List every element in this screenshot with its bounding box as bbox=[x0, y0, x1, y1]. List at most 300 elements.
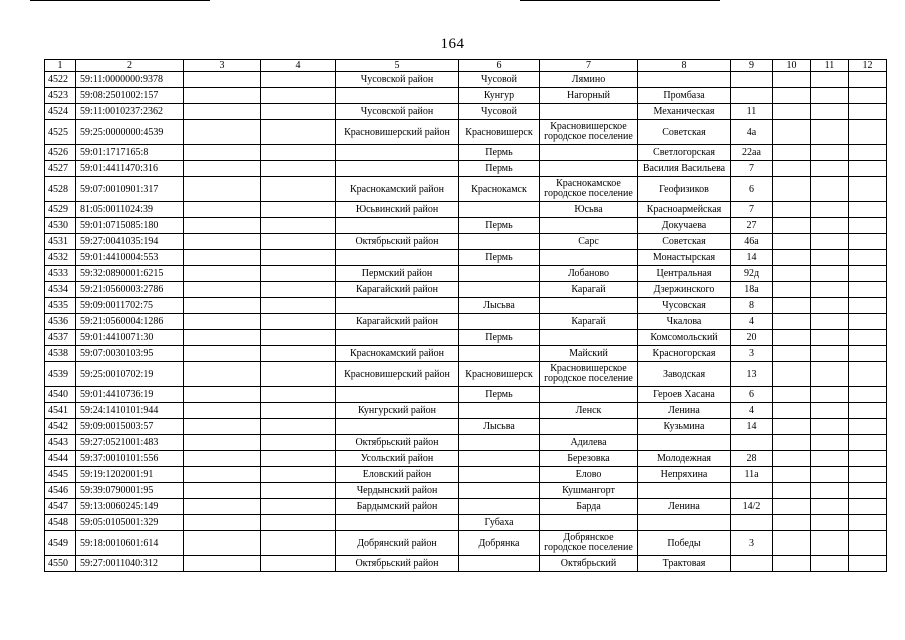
table-cell bbox=[261, 120, 336, 145]
table-cell bbox=[811, 451, 849, 467]
column-number-row bbox=[45, 60, 887, 72]
table-cell bbox=[731, 435, 773, 451]
table-cell bbox=[849, 403, 887, 419]
table-cell bbox=[261, 346, 336, 362]
table-cell bbox=[731, 556, 773, 572]
table-cell bbox=[184, 120, 261, 145]
table-cell bbox=[849, 515, 887, 531]
table-cell bbox=[261, 483, 336, 499]
table-cell: Краснокамский район bbox=[336, 346, 459, 362]
table-cell bbox=[540, 104, 638, 120]
table-cell: Березовка bbox=[540, 451, 638, 467]
table-cell bbox=[540, 515, 638, 531]
table-cell: 59:01:4410071:30 bbox=[76, 330, 184, 346]
column-header: 9 bbox=[731, 60, 773, 72]
table-cell bbox=[261, 161, 336, 177]
column-header: 3 bbox=[184, 60, 261, 72]
table-row bbox=[45, 202, 887, 218]
table-cell: Кунгурский район bbox=[336, 403, 459, 419]
table-cell: Советская bbox=[638, 120, 731, 145]
table-cell: Пермь bbox=[459, 161, 540, 177]
table-cell bbox=[811, 298, 849, 314]
table-cell: 14 bbox=[731, 419, 773, 435]
table-cell: 4550 bbox=[45, 556, 76, 572]
table-cell bbox=[184, 88, 261, 104]
table-cell: Добрянский район bbox=[336, 531, 459, 556]
table-cell bbox=[773, 72, 811, 88]
table-cell: Краснокамск bbox=[459, 177, 540, 202]
table-cell: Красновишерск bbox=[459, 362, 540, 387]
table-row bbox=[45, 556, 887, 572]
table-cell: Чусовской район bbox=[336, 72, 459, 88]
table-cell bbox=[261, 435, 336, 451]
table-cell: 4543 bbox=[45, 435, 76, 451]
table-cell: 4525 bbox=[45, 120, 76, 145]
table-cell: 4547 bbox=[45, 499, 76, 515]
table-cell bbox=[336, 387, 459, 403]
table-cell bbox=[849, 250, 887, 266]
table-cell: 18а bbox=[731, 282, 773, 298]
table-cell: 3 bbox=[731, 531, 773, 556]
table-cell bbox=[184, 403, 261, 419]
table-cell bbox=[336, 145, 459, 161]
table-cell: Лысьва bbox=[459, 298, 540, 314]
table-cell bbox=[261, 314, 336, 330]
table-cell: 59:01:1717165:8 bbox=[76, 145, 184, 161]
table-cell bbox=[849, 467, 887, 483]
table-cell bbox=[773, 202, 811, 218]
table-cell: 4529 bbox=[45, 202, 76, 218]
table-cell bbox=[773, 556, 811, 572]
table-cell bbox=[261, 234, 336, 250]
table-row bbox=[45, 177, 887, 202]
table-cell: 59:37:0010101:556 bbox=[76, 451, 184, 467]
table-cell bbox=[459, 435, 540, 451]
table-cell bbox=[811, 362, 849, 387]
table-cell: Краснокамский район bbox=[336, 177, 459, 202]
table-cell bbox=[773, 499, 811, 515]
table-cell: 4530 bbox=[45, 218, 76, 234]
table-cell: 59:09:0015003:57 bbox=[76, 419, 184, 435]
table-cell bbox=[459, 483, 540, 499]
table-cell bbox=[459, 499, 540, 515]
table-cell bbox=[773, 218, 811, 234]
table-cell bbox=[336, 419, 459, 435]
table-cell bbox=[811, 435, 849, 451]
table-row bbox=[45, 330, 887, 346]
table-cell bbox=[811, 161, 849, 177]
table-cell bbox=[773, 467, 811, 483]
table-row bbox=[45, 403, 887, 419]
table-cell bbox=[459, 467, 540, 483]
table-cell bbox=[849, 177, 887, 202]
table-cell: 59:25:0000000:4539 bbox=[76, 120, 184, 145]
table-cell: 4539 bbox=[45, 362, 76, 387]
table-cell: 59:07:0010901:317 bbox=[76, 177, 184, 202]
table-cell bbox=[261, 218, 336, 234]
table-cell bbox=[184, 499, 261, 515]
table-cell bbox=[184, 515, 261, 531]
table-cell: 4541 bbox=[45, 403, 76, 419]
table-cell: 81:05:0011024:39 bbox=[76, 202, 184, 218]
table-row bbox=[45, 298, 887, 314]
table-cell: 14 bbox=[731, 250, 773, 266]
table-cell: Победы bbox=[638, 531, 731, 556]
table-cell: Карагайский район bbox=[336, 282, 459, 298]
table-cell bbox=[773, 387, 811, 403]
table-row bbox=[45, 435, 887, 451]
table-cell bbox=[773, 250, 811, 266]
table-cell: 4538 bbox=[45, 346, 76, 362]
table-row bbox=[45, 467, 887, 483]
table-cell bbox=[811, 250, 849, 266]
table-cell bbox=[773, 362, 811, 387]
table-cell: Чусовой bbox=[459, 72, 540, 88]
table-cell bbox=[261, 72, 336, 88]
table-cell bbox=[336, 88, 459, 104]
table-cell bbox=[849, 499, 887, 515]
table-cell bbox=[811, 177, 849, 202]
table-cell: Лямино bbox=[540, 72, 638, 88]
table-row bbox=[45, 234, 887, 250]
table-cell bbox=[184, 218, 261, 234]
table-cell bbox=[261, 282, 336, 298]
table-cell: Кушмангорт bbox=[540, 483, 638, 499]
table-cell bbox=[731, 515, 773, 531]
table-cell: 4528 bbox=[45, 177, 76, 202]
table-cell: Героев Хасана bbox=[638, 387, 731, 403]
table-cell: 59:11:0010237:2362 bbox=[76, 104, 184, 120]
table-cell: Губаха bbox=[459, 515, 540, 531]
table-cell bbox=[459, 403, 540, 419]
table-cell bbox=[773, 120, 811, 145]
table-cell: Красновишерск bbox=[459, 120, 540, 145]
table-cell bbox=[849, 531, 887, 556]
table-cell: Красногорская bbox=[638, 346, 731, 362]
table-cell bbox=[459, 346, 540, 362]
table-cell bbox=[811, 499, 849, 515]
table-cell bbox=[849, 362, 887, 387]
table-cell bbox=[811, 483, 849, 499]
table-cell bbox=[261, 104, 336, 120]
table-cell bbox=[849, 483, 887, 499]
table-cell: 59:19:1202001:91 bbox=[76, 467, 184, 483]
table-cell bbox=[773, 282, 811, 298]
column-header: 5 bbox=[336, 60, 459, 72]
table-cell: 4536 bbox=[45, 314, 76, 330]
table-cell: Докучаева bbox=[638, 218, 731, 234]
table-cell bbox=[849, 346, 887, 362]
table-cell bbox=[459, 282, 540, 298]
table-cell: Октябрьский район bbox=[336, 556, 459, 572]
table-cell: Чкалова bbox=[638, 314, 731, 330]
table-cell: 4а bbox=[731, 120, 773, 145]
table-row bbox=[45, 120, 887, 145]
table-cell bbox=[731, 72, 773, 88]
table-cell bbox=[261, 467, 336, 483]
table-cell: 59:18:0010601:614 bbox=[76, 531, 184, 556]
table-cell bbox=[540, 298, 638, 314]
table-cell: 4546 bbox=[45, 483, 76, 499]
table-cell: Бардымский район bbox=[336, 499, 459, 515]
table-cell bbox=[811, 145, 849, 161]
table-cell bbox=[184, 161, 261, 177]
table-cell: Барда bbox=[540, 499, 638, 515]
table-cell bbox=[773, 104, 811, 120]
table-cell: 59:13:0060245:149 bbox=[76, 499, 184, 515]
table-cell bbox=[811, 330, 849, 346]
table-cell: 4 bbox=[731, 403, 773, 419]
table-cell bbox=[811, 218, 849, 234]
table-cell bbox=[336, 298, 459, 314]
table-cell bbox=[336, 330, 459, 346]
table-cell: Лысьва bbox=[459, 419, 540, 435]
table-cell: 6 bbox=[731, 387, 773, 403]
table-cell: 59:11:0000000:9378 bbox=[76, 72, 184, 88]
table-cell: Василия Васильева bbox=[638, 161, 731, 177]
table-row bbox=[45, 362, 887, 387]
table-cell bbox=[261, 250, 336, 266]
table-cell: 7 bbox=[731, 202, 773, 218]
table-cell: Пермь bbox=[459, 387, 540, 403]
table-cell bbox=[261, 419, 336, 435]
table-row bbox=[45, 72, 887, 88]
table-row bbox=[45, 346, 887, 362]
table-cell bbox=[773, 88, 811, 104]
table-cell bbox=[261, 266, 336, 282]
table-row bbox=[45, 145, 887, 161]
table-cell: Ленина bbox=[638, 403, 731, 419]
table-cell bbox=[849, 145, 887, 161]
table-cell bbox=[849, 120, 887, 145]
registry-table bbox=[44, 59, 887, 572]
top-rule-left bbox=[30, 0, 210, 1]
table-cell: Карагай bbox=[540, 314, 638, 330]
table-cell bbox=[811, 266, 849, 282]
table-cell: Чусовой bbox=[459, 104, 540, 120]
table-cell bbox=[811, 72, 849, 88]
table-cell bbox=[773, 314, 811, 330]
table-cell: Юсьва bbox=[540, 202, 638, 218]
table-cell: 4535 bbox=[45, 298, 76, 314]
table-cell: Майский bbox=[540, 346, 638, 362]
table-cell: 59:27:0041035:194 bbox=[76, 234, 184, 250]
table-cell bbox=[849, 451, 887, 467]
table-cell bbox=[638, 435, 731, 451]
table-cell: Непряхина bbox=[638, 467, 731, 483]
table-cell bbox=[540, 250, 638, 266]
table-cell: 4527 bbox=[45, 161, 76, 177]
table-cell bbox=[849, 282, 887, 298]
table-cell: 4522 bbox=[45, 72, 76, 88]
table-cell bbox=[184, 298, 261, 314]
table-cell bbox=[459, 202, 540, 218]
table-cell: 4523 bbox=[45, 88, 76, 104]
table-cell bbox=[773, 531, 811, 556]
table-cell bbox=[184, 177, 261, 202]
table-cell: 4533 bbox=[45, 266, 76, 282]
table-cell: Геофизиков bbox=[638, 177, 731, 202]
table-cell: 13 bbox=[731, 362, 773, 387]
table-cell bbox=[261, 202, 336, 218]
table-cell: 59:01:4410004:553 bbox=[76, 250, 184, 266]
table-cell: Дзержинского bbox=[638, 282, 731, 298]
table-cell: Центральная bbox=[638, 266, 731, 282]
table-cell: Октябрьский bbox=[540, 556, 638, 572]
table-cell bbox=[261, 88, 336, 104]
table-cell bbox=[459, 556, 540, 572]
table-cell: 59:09:0011702:75 bbox=[76, 298, 184, 314]
table-cell bbox=[184, 467, 261, 483]
table-cell: 59:32:0890001:6215 bbox=[76, 266, 184, 282]
table-cell: Юсьвинский район bbox=[336, 202, 459, 218]
table-cell: Добрянское городское поселение bbox=[540, 531, 638, 556]
table-cell bbox=[849, 314, 887, 330]
table-cell bbox=[261, 330, 336, 346]
top-rule-right bbox=[520, 0, 720, 1]
table-cell bbox=[849, 218, 887, 234]
table-cell bbox=[540, 161, 638, 177]
table-cell bbox=[184, 72, 261, 88]
table-cell: Красновишерский район bbox=[336, 120, 459, 145]
table-row bbox=[45, 314, 887, 330]
table-cell bbox=[261, 298, 336, 314]
table-cell: Краснокамское городское поселение bbox=[540, 177, 638, 202]
table-cell bbox=[773, 161, 811, 177]
table-cell bbox=[773, 330, 811, 346]
table-cell bbox=[849, 88, 887, 104]
table-cell bbox=[184, 419, 261, 435]
table-cell: 4 bbox=[731, 314, 773, 330]
table-cell: 59:05:0105001:329 bbox=[76, 515, 184, 531]
table-cell bbox=[261, 556, 336, 572]
table-row bbox=[45, 451, 887, 467]
table-cell: Светлогорская bbox=[638, 145, 731, 161]
table-cell: Адилева bbox=[540, 435, 638, 451]
table-row bbox=[45, 250, 887, 266]
table-cell bbox=[184, 330, 261, 346]
table-cell: 4526 bbox=[45, 145, 76, 161]
table-cell bbox=[773, 177, 811, 202]
table-cell: Еловский район bbox=[336, 467, 459, 483]
table-cell bbox=[261, 362, 336, 387]
table-cell: 22аа bbox=[731, 145, 773, 161]
table-cell bbox=[184, 266, 261, 282]
table-cell bbox=[336, 218, 459, 234]
table-cell bbox=[849, 234, 887, 250]
table-cell bbox=[731, 88, 773, 104]
table-cell bbox=[849, 556, 887, 572]
table-cell bbox=[184, 483, 261, 499]
table-cell: Пермь bbox=[459, 218, 540, 234]
column-header: 10 bbox=[773, 60, 811, 72]
table-cell bbox=[773, 346, 811, 362]
table-cell: Нагорный bbox=[540, 88, 638, 104]
table-cell: 4542 bbox=[45, 419, 76, 435]
table-cell bbox=[811, 467, 849, 483]
table-cell bbox=[540, 419, 638, 435]
table-cell: Промбаза bbox=[638, 88, 731, 104]
table-cell: 11а bbox=[731, 467, 773, 483]
table-cell: Красновишерское городское поселение bbox=[540, 362, 638, 387]
table-cell: Механическая bbox=[638, 104, 731, 120]
table-cell: Ленск bbox=[540, 403, 638, 419]
table-cell bbox=[849, 330, 887, 346]
column-header: 1 bbox=[45, 60, 76, 72]
table-cell: 59:07:0030103:95 bbox=[76, 346, 184, 362]
table-cell: 8 bbox=[731, 298, 773, 314]
table-row bbox=[45, 387, 887, 403]
table-cell bbox=[261, 387, 336, 403]
page-number: 164 bbox=[440, 36, 465, 52]
table-cell bbox=[638, 515, 731, 531]
table-cell: 59:01:4410736:19 bbox=[76, 387, 184, 403]
table-cell bbox=[811, 314, 849, 330]
table-cell bbox=[184, 435, 261, 451]
table-cell: 7 bbox=[731, 161, 773, 177]
table-cell: 4540 bbox=[45, 387, 76, 403]
table-cell: 4534 bbox=[45, 282, 76, 298]
table-cell: 20 bbox=[731, 330, 773, 346]
table-cell bbox=[261, 451, 336, 467]
column-header: 11 bbox=[811, 60, 849, 72]
table-cell bbox=[849, 72, 887, 88]
table-cell bbox=[811, 202, 849, 218]
table-cell bbox=[336, 515, 459, 531]
table-cell bbox=[773, 419, 811, 435]
table-row bbox=[45, 515, 887, 531]
table-row bbox=[45, 483, 887, 499]
table-cell bbox=[773, 515, 811, 531]
table-cell bbox=[773, 403, 811, 419]
table-cell: Сарс bbox=[540, 234, 638, 250]
table-cell: Монастырская bbox=[638, 250, 731, 266]
table-cell: 6 bbox=[731, 177, 773, 202]
table-cell bbox=[540, 218, 638, 234]
table-cell: Красновишерский район bbox=[336, 362, 459, 387]
table-cell bbox=[731, 483, 773, 499]
column-header: 8 bbox=[638, 60, 731, 72]
table-cell: Пермь bbox=[459, 250, 540, 266]
table-cell bbox=[773, 298, 811, 314]
table-cell: 4524 bbox=[45, 104, 76, 120]
table-cell bbox=[811, 556, 849, 572]
table-cell bbox=[459, 314, 540, 330]
table-cell bbox=[811, 387, 849, 403]
table-row bbox=[45, 499, 887, 515]
table-cell: 3 bbox=[731, 346, 773, 362]
table-cell bbox=[261, 499, 336, 515]
table-cell: 59:27:0521001:483 bbox=[76, 435, 184, 451]
table-cell: 4548 bbox=[45, 515, 76, 531]
table-cell: 27 bbox=[731, 218, 773, 234]
table-cell bbox=[184, 202, 261, 218]
table-row bbox=[45, 531, 887, 556]
table-cell: 28 bbox=[731, 451, 773, 467]
table-cell bbox=[184, 250, 261, 266]
table-cell bbox=[849, 202, 887, 218]
table-cell: Красноармейская bbox=[638, 202, 731, 218]
table-cell: Пермь bbox=[459, 145, 540, 161]
table-cell: 59:21:0560003:2786 bbox=[76, 282, 184, 298]
table-cell bbox=[773, 145, 811, 161]
table-cell bbox=[459, 266, 540, 282]
table-cell bbox=[811, 104, 849, 120]
table-cell: 59:01:4411470:316 bbox=[76, 161, 184, 177]
table-cell bbox=[773, 435, 811, 451]
table-cell bbox=[261, 145, 336, 161]
table-row bbox=[45, 88, 887, 104]
